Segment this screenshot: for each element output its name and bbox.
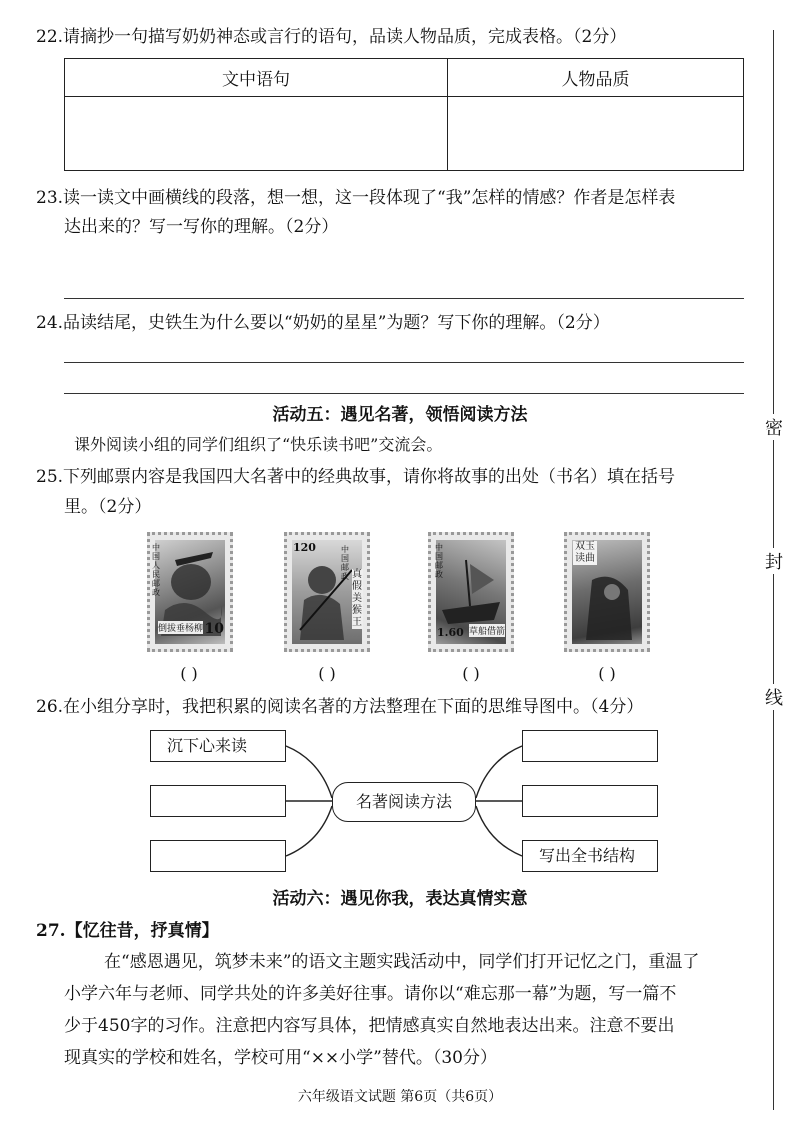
q27-paragraph-line4: 现真实的学校和姓名，学校可用“××小学”替代。（30分） bbox=[64, 1048, 498, 1068]
stamp-4-answer-blank[interactable]: ( ) bbox=[598, 664, 616, 683]
mindmap-box-left-bottom[interactable] bbox=[150, 840, 286, 872]
page-footer: 六年级语文试题 第6页（共6页） bbox=[297, 1089, 503, 1105]
stamp-3-answer-blank[interactable]: ( ) bbox=[462, 664, 480, 683]
q22-col-quality: 人物品质 bbox=[448, 59, 744, 97]
mindmap-box-right-top[interactable] bbox=[522, 730, 658, 762]
q23-prompt-line1: 23.读一读文中画横线的段落，想一想，这一段体现了“我”怎样的情感？作者是怎样表 bbox=[36, 188, 676, 208]
q23-prompt-line2: 达出来的？写一写你的理解。（2分） bbox=[64, 217, 339, 237]
activity5-title: 活动五：遇见名著，领悟阅读方法 bbox=[272, 405, 528, 425]
stamp-3-caption: 草船借箭 bbox=[469, 624, 505, 637]
mindmap-box-right-middle[interactable] bbox=[522, 785, 658, 817]
activity6-title: 活动六：遇见你我，表达真情实意 bbox=[272, 889, 528, 909]
mindmap-box-left-middle[interactable] bbox=[150, 785, 286, 817]
q27-label: 27.【忆往昔，抒真情】 bbox=[36, 921, 219, 941]
mindmap-center-node: 名著阅读方法 bbox=[332, 782, 476, 822]
stamp-3-country: 中国邮政 bbox=[435, 543, 443, 579]
mindmap-box-right-bottom: 写出全书结构 bbox=[522, 840, 658, 872]
stamp-1-caption: 倒拔垂杨柳 bbox=[158, 621, 203, 634]
stamp-4-caption: 双玉读曲 bbox=[575, 541, 595, 564]
stamp-2-caption: 真假美猴王 bbox=[352, 569, 362, 628]
q22-prompt: 22.请摘抄一句描写奶奶神态或言行的语句，品读人物品质，完成表格。（2分） bbox=[36, 27, 627, 47]
seal-char-xian: 线 bbox=[762, 684, 786, 710]
q25-prompt-line1: 25.下列邮票内容是我国四大名著中的经典故事，请你将故事的出处（书名）填在括号 bbox=[36, 467, 676, 487]
stamp-1-answer-blank[interactable]: ( ) bbox=[180, 664, 198, 683]
activity5-intro: 课外阅读小组的同学们组织了“快乐读书吧”交流会。 bbox=[74, 435, 443, 454]
q25-prompt-line2: 里。（2分） bbox=[64, 497, 152, 517]
q27-paragraph-line2: 小学六年与老师、同学共处的许多美好往事。请你以“难忘那一幕”为题，写一篇不 bbox=[64, 984, 677, 1004]
q22-col-sentence: 文中语句 bbox=[65, 59, 448, 97]
stamp-2-answer-blank[interactable]: ( ) bbox=[318, 664, 336, 683]
seal-char-mi: 密 bbox=[762, 414, 786, 440]
stamp-1-country: 中国人民邮政 bbox=[152, 543, 160, 597]
mindmap-box-left-top: 沉下心来读 bbox=[150, 730, 286, 762]
q27-paragraph-line3: 少于450字的习作。注意把内容写具体，把情感真实自然地表达出来。注意不要出 bbox=[64, 1016, 675, 1036]
seal-char-feng: 封 bbox=[762, 548, 786, 574]
stamp-1-value: 10 bbox=[204, 621, 224, 637]
stamp-2-country: 中国邮政 bbox=[341, 545, 349, 581]
q27-paragraph-line1: 在“感恩遇见，筑梦未来”的语文主题实践活动中，同学们打开记忆之门，重温了 bbox=[104, 952, 700, 972]
q24-prompt: 24.品读结尾，史铁生为什么要以“奶奶的星星”为题？写下你的理解。（2分） bbox=[36, 313, 610, 333]
q26-prompt: 26.在小组分享时，我把积累的阅读名著的方法整理在下面的思维导图中。（4分） bbox=[36, 697, 644, 717]
stamp-2-value: 120 bbox=[293, 541, 316, 554]
stamp-3-value: 1.60 bbox=[437, 626, 464, 639]
